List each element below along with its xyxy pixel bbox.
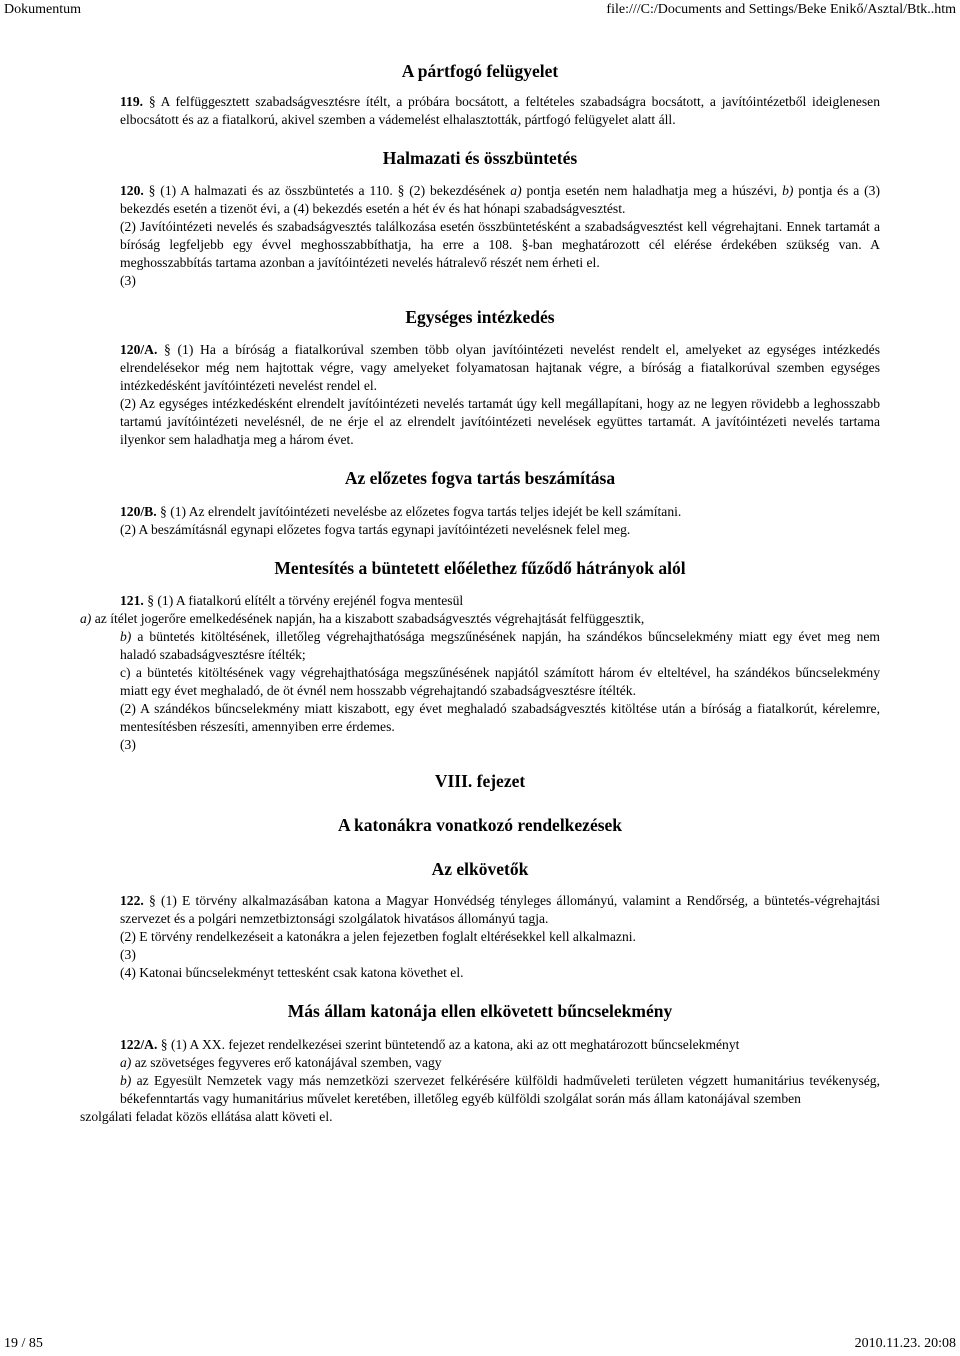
paragraph-number: 122. [120,893,144,908]
paragraph-number: 120/A. [120,342,158,357]
paragraph-121-3: (3) [120,737,136,752]
paragraph-122-3: (3) [120,947,136,962]
paragraph-number: 121. [120,593,144,608]
section-title-elkovetok: Az elkövetők [431,859,529,879]
paragraph-number: 120/B. [120,504,157,519]
paragraph-120b: 120/B. § (1) Az elrendelt javítóintézeti nevelésbe az előzetes fogva tartás teljes idejét be kell számítani. [120,504,682,519]
paragraph-text: § A felfüggesztett szabadságvesztésre ítélt, a próbára bocsátott, a feltételes szabadságra bocsátott, a javítóintézetből ideiglenesen elbocsátott és az a fiatalkorú, akivel szemben a vádemelést elhalasztották, pártfogó felügyelet alatt áll. [120,94,880,127]
chapter-title: A katonákra vonatkozó rendelkezések [337,815,623,835]
paragraph-121-a: a) az ítélet jogerőre emelkedésének napján, ha a kiszabott szabadságvesztés végrehajtását felfüggesztik, [80,611,645,626]
header-title: Dokumentum [4,2,81,17]
section-title-partfogo: A pártfogó felügyelet [401,61,559,81]
section-title-mas-allam: Más állam katonája ellen elkövetett bűncselekmény [287,1001,673,1021]
paragraph-122a-b: b) az Egyesült Nemzetek vagy más nemzetközi szervezet felkérésére külföldi hadműveleti területen végzett humanitárius tevékenység, békefenntartás vagy humanitárius művelet keretében, illetőleg egyéb külföldi szolgálat során más állam katonájával szemben [120,1073,880,1106]
paragraph-121-b: b) a büntetés kitöltésének, illetőleg végrehajthatósága megszűnésének napján, ha szándékos bűncselekmény miatt egy évet meg nem haladó szabadságvesztésre ítélték; [120,629,880,662]
paragraph-121-c: c) a büntetés kitöltésének vagy végrehajthatósága megszűnésének napjától számított három év elteltével, ha szándékos bűncselekmény miatt egy évet meghaladó, de öt évnél nem hosszabb végrehajtandó szabadságvesztésre ítélték. [120,665,880,698]
paragraph-122a: 122/A. § (1) A XX. fejezet rendelkezései szerint büntetendő az a katona, aki az ott meghatározott bűncselekményt [120,1037,740,1052]
paragraph-122-4: (4) Katonai bűncselekményt tettesként csak katona követhet el. [120,965,464,980]
paragraph-120b-2: (2) A beszámításnál egynapi előzetes fogva tartás egynapi javítóintézeti nevelésnek felel meg. [120,522,631,537]
paragraph-122a-a: a) az szövetséges fegyveres erő katonájával szemben, vagy [120,1055,442,1070]
paragraph-122-2: (2) E törvény rendelkezéseit a katonákra a jelen fejezetben foglalt eltérésekkel kell alkalmazni. [120,929,636,944]
section-title-elozetes: Az előzetes fogva tartás beszámítása [344,468,616,488]
paragraph-number: 122/A. [120,1037,158,1052]
paragraph-120a: 120/A. § (1) Ha a bíróság a fiatalkorúval szemben több olyan javítóintézeti nevelést rendelt el, amelyeket az egységes intézkedés elrendelésekor még nem hajtottak végre, vagy amelyeket folyamatosan hajtanak végre, a bíróság a fiatalkorúval szemben egységes intézkedésként javítóintézeti nevelést rendel el. [120,342,880,393]
print-timestamp: 2010.11.23. 20:08 [854,1336,956,1351]
section-title-halmazati: Halmazati és összbüntetés [382,148,578,168]
chapter-number: VIII. fejezet [434,771,526,791]
paragraph-122a-end: szolgálati feladat közös ellátása alatt követi el. [80,1109,333,1124]
paragraph-119 [80,93,880,129]
paragraph-120-3: (3) [120,273,136,288]
paragraph-122: 122. § (1) E törvény alkalmazásában katona a Magyar Honvédség tényleges állományú, valamint a Rendőrség, a büntetés-végrehajtási szervezet és a polgári nemzetbiztonsági szolgálatok hivatásos állományú tagja. [120,893,880,926]
section-title-egyseges: Egységes intézkedés [405,307,555,327]
paragraph-120a-2: (2) Az egységes intézkedésként elrendelt javítóintézeti nevelés tartamát úgy kell megállapítani, hogy az ne legyen rövidebb a leghosszabb tartamú javítóintézeti nevelésnél, de ne érje el az elrendelt javítóintézeti nevelések együttes tartamát. A javítóintézeti nevelés tartama ilyenkor sem haladhatja meg a három évet. [120,396,880,447]
paragraph-120-2: (2) Javítóintézeti nevelés és szabadságvesztés találkozása esetén összbüntetésként a szabadságvesztést kell végrehajtani. Ennek tartamát a bíróság legfeljebb egy évvel meghosszabbíthatja, ha erre a 108. §-ban meghatározott cél elérése érdekében szükség van. A meghosszabbítás tartama azonban a javítóintézeti nevelés hátralevő részét nem érheti el. [120,219,880,270]
header-file-path: file:///C:/Documents and Settings/Beke Enikő/Asztal/Btk..htm [606,2,956,17]
section-title-mentesites: Mentesítés a büntetett előélethez fűződő hátrányok alól [274,558,686,578]
paragraph-121-2: (2) A szándékos bűncselekmény miatt kiszabott, egy évet meghaladó szabadságvesztés kitöltése után a bíróság a fiatalkorút, kérelemre, mentesítésben részesíti, amennyiben erre érdemes. [120,701,880,734]
paragraph-120: 120. § (1) A halmazati és az összbüntetés a 110. § (2) bekezdésének a) pontja esetén nem haladhatja meg a húszévi, b) pontja és a (3) bekezdés esetén a tizenöt évi, a (4) bekezdés esetén a hét év és hat hónapi szabadságvesztést. [120,183,881,216]
paragraph-number: 119. [120,94,144,109]
paragraph-121: 121. § (1) A fiatalkorú elítélt a törvény erejénél fogva mentesül [120,593,464,608]
page-number: 19 / 85 [4,1336,43,1351]
document-body [80,60,880,1126]
paragraph-number: 120. [120,183,144,198]
